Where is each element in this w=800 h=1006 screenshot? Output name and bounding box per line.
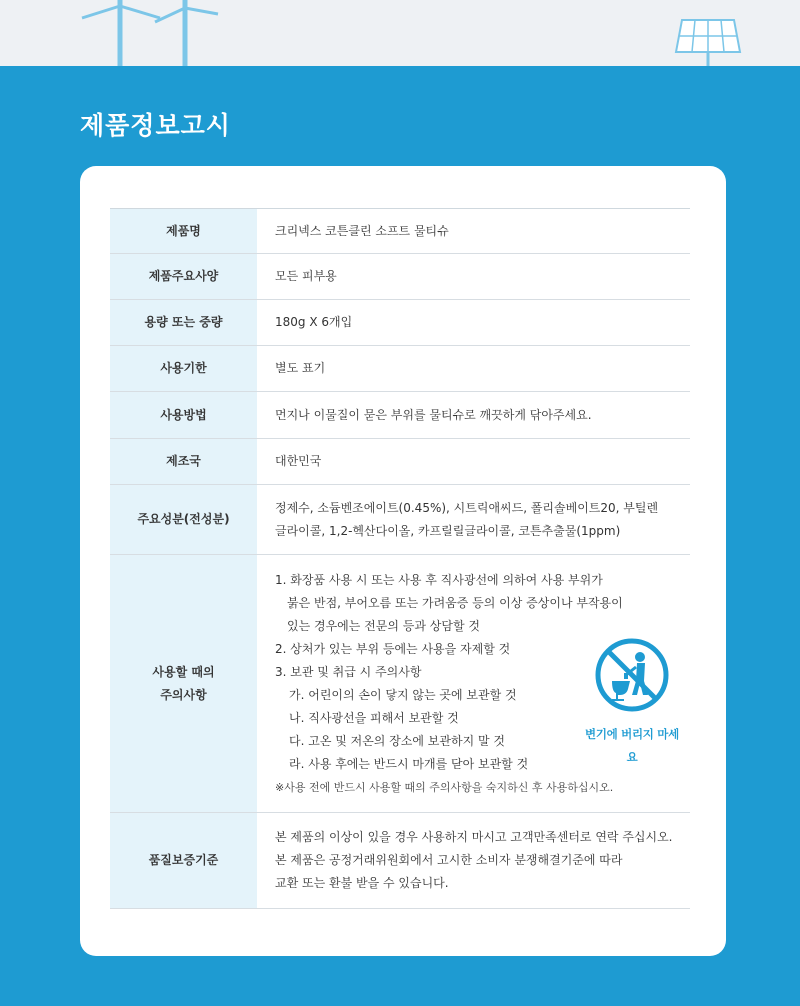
table-row bbox=[110, 485, 690, 555]
row-label: 제조국 bbox=[110, 439, 257, 485]
row-value: 크리넥스 코튼클린 소프트 물티슈 bbox=[257, 209, 690, 254]
no-flush-badge bbox=[582, 637, 682, 769]
badge-text: 변기에 버리지 마세요 bbox=[585, 726, 679, 764]
table-row bbox=[110, 254, 690, 300]
guarantee-line: 본 제품의 이상이 있을 경우 사용하지 마시고 고객만족센터로 연락 주십시오. bbox=[275, 830, 673, 844]
list-item: 붉은 반점, 부어오름 또는 가려움증 등의 이상 증상이나 부작용이 bbox=[287, 595, 623, 610]
row-label: 사용기한 bbox=[110, 346, 257, 392]
section-title: 제품정보고시 bbox=[80, 111, 231, 140]
row-value: 먼지나 이물질이 묻은 부위를 물티슈로 깨끗하게 닦아주세요. bbox=[257, 392, 690, 439]
guarantee-line: 교환 또는 환불 받을 수 있습니다. bbox=[275, 876, 449, 890]
product-info-section bbox=[0, 66, 800, 1006]
row-label: 사용방법 bbox=[110, 392, 257, 439]
list-item: 있는 경우에는 전문의 등과 상담할 것 bbox=[287, 618, 480, 633]
table-row bbox=[110, 346, 690, 392]
row-value: 별도 표기 bbox=[257, 346, 690, 392]
label-line: 주의사항 bbox=[160, 687, 207, 702]
table-row bbox=[110, 813, 690, 909]
top-banner bbox=[0, 0, 800, 66]
row-value bbox=[257, 813, 690, 909]
table-row bbox=[110, 439, 690, 485]
row-label: 제품명 bbox=[110, 209, 257, 254]
list-item: 나. 직사광선을 피해서 보관할 것 bbox=[289, 710, 459, 725]
row-value: 대한민국 bbox=[257, 439, 690, 485]
wind-turbine-icon bbox=[60, 0, 300, 66]
row-value bbox=[257, 485, 690, 555]
table-row bbox=[110, 300, 690, 346]
list-item: 1. 화장품 사용 시 또는 사용 후 직사광선에 의하여 사용 부위가 bbox=[275, 572, 603, 587]
row-value: 180g X 6개입 bbox=[257, 300, 690, 346]
table-row bbox=[110, 209, 690, 254]
row-label bbox=[110, 555, 257, 813]
list-item: 라. 사용 후에는 반드시 마개를 닫아 보관할 것 bbox=[289, 756, 529, 771]
table-row bbox=[110, 555, 690, 813]
row-value bbox=[257, 555, 690, 813]
list-item: 2. 상처가 있는 부위 등에는 사용을 자제할 것 bbox=[275, 641, 511, 656]
info-card bbox=[80, 166, 726, 956]
product-info-table bbox=[110, 208, 690, 909]
row-value: 모든 피부용 bbox=[257, 254, 690, 300]
list-item: 가. 어린이의 손이 닿지 않는 곳에 보관할 것 bbox=[289, 687, 517, 702]
solar-panel-icon bbox=[672, 14, 742, 66]
label-line: 사용할 때의 bbox=[152, 664, 215, 679]
caution-note: ※사용 전에 반드시 사용할 때의 주의사항을 숙지하신 후 사용하십시오. bbox=[275, 780, 614, 794]
table-row bbox=[110, 392, 690, 439]
no-toilet-flush-icon bbox=[594, 637, 670, 713]
row-label: 용량 또는 중량 bbox=[110, 300, 257, 346]
row-label: 품질보증기준 bbox=[110, 813, 257, 909]
row-label: 주요성분(전성분) bbox=[110, 485, 257, 555]
row-label: 제품주요사양 bbox=[110, 254, 257, 300]
list-item: 3. 보관 및 취급 시 주의사항 bbox=[275, 664, 422, 679]
ingredient-line: 글라이콜, 1,2-헥산다이올, 카프릴릴글라이콜, 코튼추출물(1ppm) bbox=[275, 523, 621, 538]
ingredient-line: 정제수, 소듐벤조에이트(0.45%), 시트릭애씨드, 폴리솔베이트20, 부틸렌 bbox=[275, 500, 659, 515]
guarantee-line: 본 제품은 공정거래위원회에서 고시한 소비자 분쟁해결기준에 따라 bbox=[275, 853, 623, 867]
list-item: 다. 고온 및 저온의 장소에 보관하지 말 것 bbox=[289, 733, 505, 748]
